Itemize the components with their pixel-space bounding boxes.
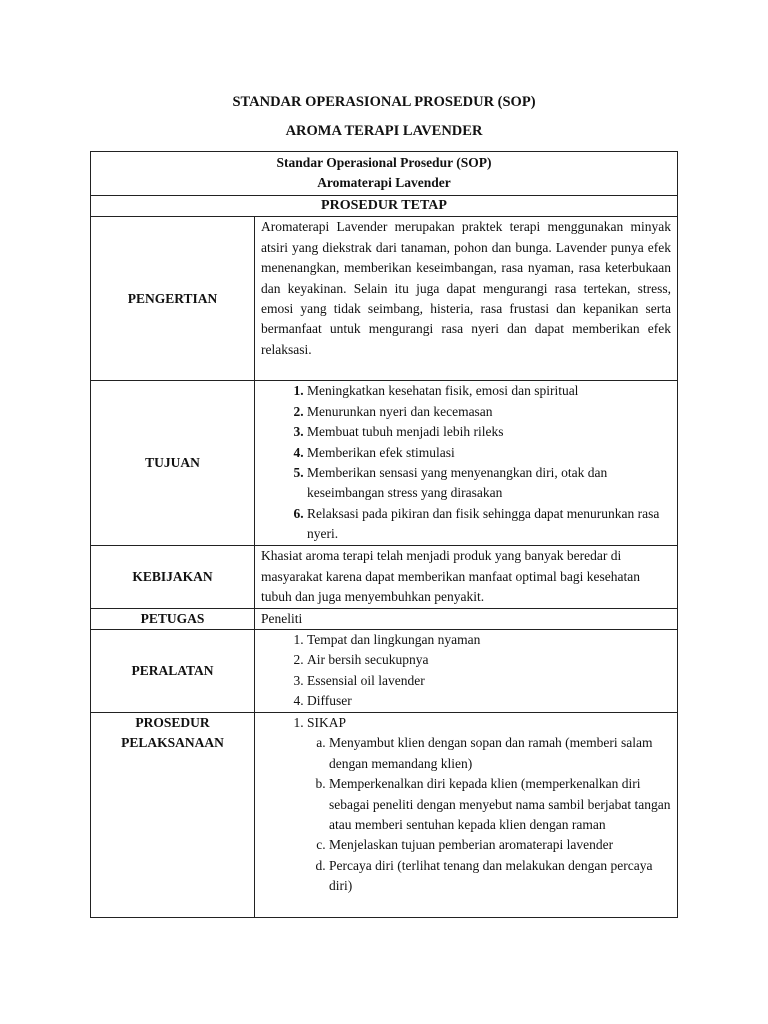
list-item: 5. Memberikan sensasi yang menyenangkan diri, otak dan keseimbangan stress yang dirasakan	[307, 463, 671, 504]
list-item: 4. Diffuser	[307, 691, 671, 711]
table-row-kebijakan	[91, 546, 678, 608]
header-line-sop: Standar Operasional Prosedur (SOP)	[276, 155, 492, 170]
table-row-petugas	[91, 608, 678, 629]
label-line: PROSEDUR	[135, 715, 210, 731]
sub-list-item: d. Percaya diri (terlihat tenang dan melakukan dengan percaya diri)	[329, 856, 671, 897]
table-row-pengertian	[91, 217, 678, 381]
table-row-tujuan	[91, 381, 678, 546]
row-label-tujuan: TUJUAN	[91, 381, 255, 546]
table-row-prosedur-pelaksanaan	[91, 713, 678, 918]
list-item: 1. Tempat dan lingkungan nyaman	[307, 630, 671, 650]
list-item: 6. Relaksasi pada pikiran dan fisik sehingga dapat menurunkan rasa nyeri.	[307, 504, 671, 545]
row-label-pengertian: PENGERTIAN	[91, 217, 255, 381]
row-content-tujuan	[255, 381, 678, 546]
table-row-peralatan	[91, 630, 678, 713]
list-item	[307, 713, 671, 897]
row-content-pengertian: Aromaterapi Lavender merupakan praktek terapi menggunakan minyak atsiri yang diekstrak dari tanaman, pohon dan bunga. Lavender punya efek menenangkan, memberikan keseimbangan, rasa nyaman, rasa keterbukaan dan keyakinan. Selain itu juga dapat mengurangi rasa tertekan, stress, emosi yang tidak seimbang, histeria, rasa frustasi dan kepanikan serta bermanfaat untuk mengurangi rasa nyeri dan dapat memberikan efek relaksasi.	[255, 217, 678, 381]
label-line: PELAKSANAAN	[121, 735, 224, 751]
row-content-peralatan	[255, 630, 678, 713]
sub-list-item: a. Menyambut klien dengan sopan dan ramah (memberi salam dengan memandang klien)	[329, 733, 671, 774]
document-subtitle: AROMA TERAPI LAVENDER	[285, 123, 483, 139]
sub-list-item: b. Memperkenalkan diri kepada klien (memperkenalkan diri sebagai peneliti dengan menyebut nama sambil berjabat tangan atau memberi sentuhan kepada klien dengan raman	[329, 774, 671, 835]
table-header-cell	[91, 152, 678, 196]
list-item: 3. Membuat tubuh menjadi lebih rileks	[307, 422, 671, 442]
list-item: 2. Menurunkan nyeri dan kecemasan	[307, 402, 671, 422]
row-content-petugas: Peneliti	[255, 608, 678, 629]
row-label-kebijakan: KEBIJAKAN	[91, 546, 255, 608]
row-label-peralatan: PERALATAN	[91, 630, 255, 713]
list-item: 4. Memberikan efek stimulasi	[307, 443, 671, 463]
sikap-sublist	[307, 733, 671, 896]
list-item: 1. Meningkatkan kesehatan fisik, emosi dan spiritual	[307, 381, 671, 401]
tujuan-list	[261, 381, 671, 544]
row-content-kebijakan: Khasiat aroma terapi telah menjadi produk yang banyak beredar di masyarakat karena dapat memberikan manfaat optimal bagi kesehatan tubuh dan juga menyembuhkan penyakit.	[255, 546, 678, 608]
row-label-prosedur-pelaksanaan	[91, 713, 255, 918]
sub-list-item: c. Menjelaskan tujuan pemberian aromaterapi lavender	[329, 835, 671, 855]
section-heading-prosedur-tetap: PROSEDUR TETAP	[91, 196, 678, 217]
header-line-lavender: Aromaterapi Lavender	[317, 175, 451, 190]
peralatan-list	[261, 630, 671, 712]
list-item: 2. Air bersih secukupnya	[307, 650, 671, 670]
sop-table	[90, 151, 678, 918]
table-section-row	[91, 196, 678, 217]
step-title: SIKAP	[307, 715, 347, 731]
document-title: STANDAR OPERASIONAL PROSEDUR (SOP)	[232, 94, 536, 110]
row-content-prosedur-pelaksanaan	[255, 713, 678, 918]
list-item: 3. Essensial oil lavender	[307, 671, 671, 691]
table-header-row	[91, 152, 678, 196]
prosedur-list	[261, 713, 671, 897]
row-label-petugas: PETUGAS	[91, 608, 255, 629]
